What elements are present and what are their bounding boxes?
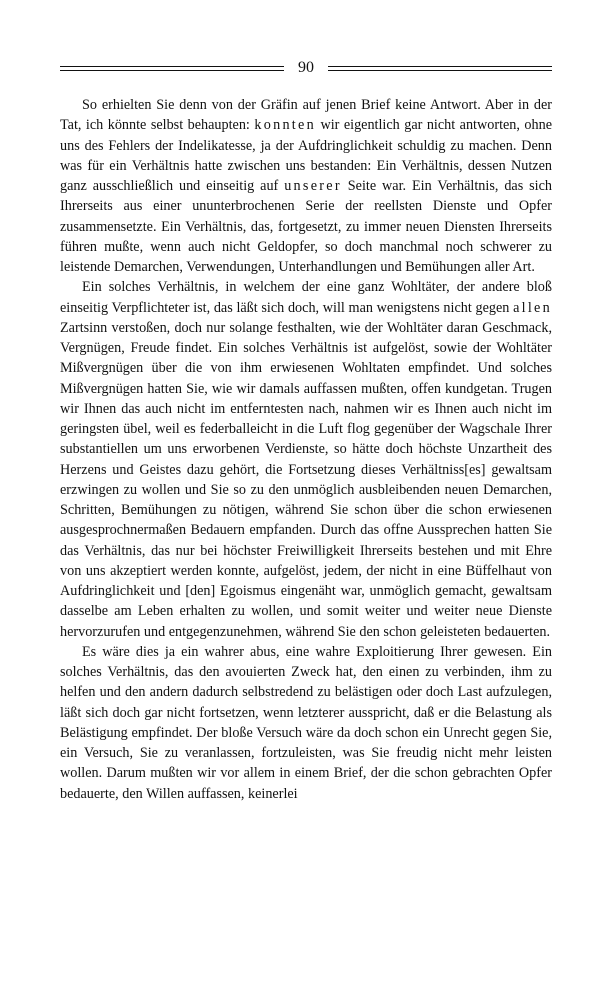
- page-number: 90: [298, 59, 314, 76]
- emphasis-allen: allen: [513, 299, 552, 316]
- paragraph-2-text: Ein solches Verhältnis, in welchem der eine ganz Wohltäter, der andere bloß einseitig Verpflichteter ist, das läßt sich doch, will man wenigstens nicht gegen: [60, 279, 552, 316]
- paragraph-1-text: Seite war. Ein Verhältnis, das sich Ihrerseits aus einer ununterbrochenen Serie der reellsten Dienste und Opfer zusammensetzte. Ein Verhältnis, das, fortgesetzt, zu immer neuen Diensten Ihrerseits führen mußte, wenn auch nicht Geldopfer, so doch manchmal noch schwerer zu leistende Demarchen, Verwendungen, Unterhandlungen und Bemühungen aller Art.: [60, 178, 552, 275]
- header-rule-left: [60, 66, 284, 71]
- header-rule-right: [328, 66, 552, 71]
- paragraph-3: [60, 642, 552, 804]
- paragraph-3-text: Es wäre dies ja ein wahrer abus, eine wahre Exploitierung Ihrer gewesen. Ein solches Verhältnis, das den avouierten Zweck hat, den einen zu verbinden, ihm zu helfen und den andern dadurch selbstredend zu belästigen oder doch Last aufzulegen, läßt sich doch gar nicht fortsetzen, wenn letzterer ausspricht, daß er die Belastung als Belästigung empfindet. Der bloße Versuch wäre da doch schon ein Unrecht gegen Sie, ein Versuch, Sie zu veranlassen, fortzuleisten, was Sie freudig nicht mehr leisten wollen. Darum mußten wir vor allem in einem Brief, der die schon gebrachten Opfer bedauerte, den Willen auffassen, keinerlei: [60, 643, 552, 802]
- body-text: [60, 95, 552, 804]
- paragraph-2-text: Zartsinn verstoßen, doch nur solange festhalten, wie der Wohltäter daran Geschmack, Vergnügen, Freude findet. Ein solches Verhältnis ist aufgelöst, sowie der Wohltäter Mißvergnügen über die von ihm erwiesenen Wohltaten empfindet. Und solches Mißvergnügen hatten Sie, wie wir damals auffassen mußten, offen kundgetan. Trugen wir Ihnen das auch nicht im entferntesten nach, nahmen wir es Ihnen auch nicht im geringsten übel, weil es federballeicht in die Luft flog gegenüber der Wagschale Ihrer substantiellen um uns erworbenen Verdienste, so hätte doch höchste Unzartheit des Herzens und Geistes dazu gehört, die Fortsetzung dieses Verhältniss[es] gewaltsam erzwingen zu wollen und Sie so zu den unmöglich ausbleibenden neuen Demarchen, Schritten, Bemühungen zu nötigen, während Sie schon über die schon erwiesenen ausgesprochnermaßen Bedauern empfanden. Durch das offne Aussprechen hatten Sie das Verhältnis, das nur bei höchster Freiwilligkeit Ihrerseits bestehen und mit Ehre von uns akzeptiert werden konnte, aufgelöst, jedem, der nicht in eine Büffelhaut von Aufdringlichkeit und [den] Egoismus eingenäht war, unmöglich gemacht, gewaltsam dasselbe am Leben erhalten zu wollen, und somit weiter und weiter neue Dienste hervorzurufen und entgegenzunehmen, während Sie den schon geleisteten bedauerten.: [60, 319, 552, 640]
- emphasis-unserer: unserer: [284, 178, 342, 194]
- page-header: [60, 58, 552, 78]
- paragraph-1-text: wir eigentlich gar nicht antworten, ohne uns des Fehlers der Indelikatesse, ja der Aufdringlichkeit schuldig zu machen. Denn was für ein Verhältnis hatte zwischen uns bestanden: Ein Verhältnis, dessen Nutzen ganz ausschließlich und einseitig auf: [60, 117, 552, 194]
- paragraph-1-text: So erhielten Sie denn von der Gräfin auf jenen Brief keine Antwort. Aber in der Tat, ich könnte selbst behaupten:: [60, 97, 552, 134]
- paragraph-1: [60, 95, 552, 277]
- emphasis-konnten: konnten: [254, 117, 316, 134]
- paragraph-2: [60, 277, 552, 642]
